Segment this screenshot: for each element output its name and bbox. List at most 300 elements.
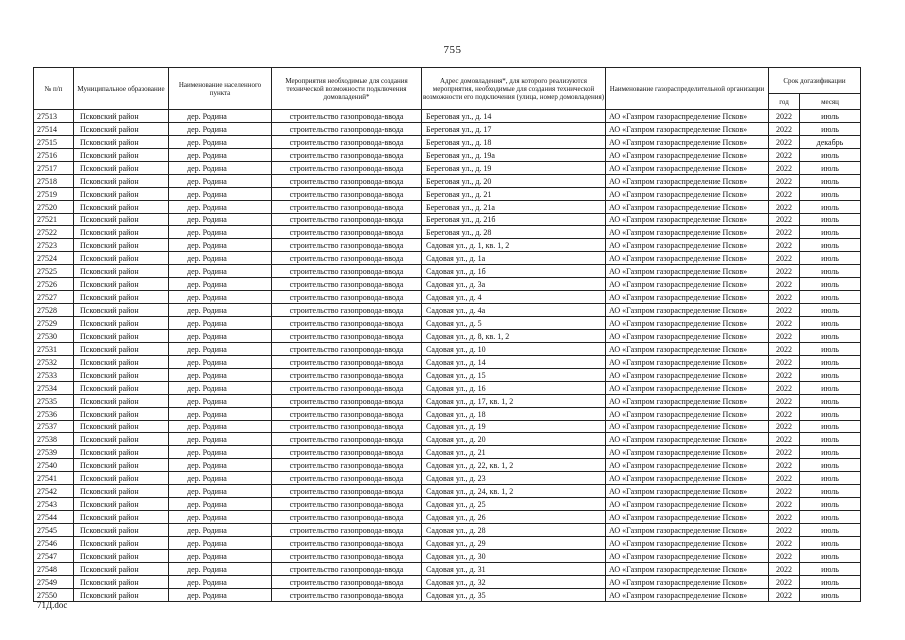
row-organization: АО «Газпром газораспределение Псков»: [606, 485, 769, 498]
row-month: июль: [800, 161, 861, 174]
row-settlement: дер. Родина: [169, 588, 272, 601]
table-row: [34, 446, 861, 459]
row-municipality: Псковский район: [74, 110, 169, 123]
row-address: Садовая ул., д. 20: [422, 433, 606, 446]
row-measure: строительство газопровода-ввода: [272, 239, 422, 252]
table-row: [34, 329, 861, 342]
row-settlement: дер. Родина: [169, 472, 272, 485]
table-row: [34, 161, 861, 174]
row-settlement: дер. Родина: [169, 446, 272, 459]
row-number: 27542: [34, 485, 74, 498]
table-row: [34, 407, 861, 420]
row-organization: АО «Газпром газораспределение Псков»: [606, 575, 769, 588]
row-organization: АО «Газпром газораспределение Псков»: [606, 342, 769, 355]
row-year: 2022: [769, 304, 800, 317]
table-row: [34, 187, 861, 200]
row-measure: строительство газопровода-ввода: [272, 110, 422, 123]
row-year: 2022: [769, 498, 800, 511]
row-address: Садовая ул., д. 19: [422, 420, 606, 433]
row-organization: АО «Газпром газораспределение Псков»: [606, 239, 769, 252]
row-year: 2022: [769, 200, 800, 213]
row-organization: АО «Газпром газораспределение Псков»: [606, 329, 769, 342]
table-row: [34, 588, 861, 601]
row-municipality: Псковский район: [74, 174, 169, 187]
row-number: 27521: [34, 213, 74, 226]
row-measure: строительство газопровода-ввода: [272, 187, 422, 200]
row-number: 27546: [34, 536, 74, 549]
row-address: Садовая ул., д. 28: [422, 524, 606, 537]
table-row: [34, 342, 861, 355]
row-organization: АО «Газпром газораспределение Псков»: [606, 420, 769, 433]
row-measure: строительство газопровода-ввода: [272, 588, 422, 601]
row-settlement: дер. Родина: [169, 511, 272, 524]
row-address: Садовая ул., д. 31: [422, 562, 606, 575]
row-settlement: дер. Родина: [169, 304, 272, 317]
row-organization: АО «Газпром газораспределение Псков»: [606, 536, 769, 549]
header-num: № п/п: [34, 68, 74, 110]
row-number: 27540: [34, 459, 74, 472]
row-year: 2022: [769, 342, 800, 355]
table-row: [34, 498, 861, 511]
row-month: июль: [800, 472, 861, 485]
header-address: Адрес домовладения*, для которого реализуются мероприятия, необходимые для создания технической возможности его подключения (улица, номер домовладения): [422, 68, 606, 110]
row-number: 27534: [34, 381, 74, 394]
row-year: 2022: [769, 381, 800, 394]
row-number: 27530: [34, 329, 74, 342]
header-measures: Мероприятия необходимые для создания технической возможности подключения домовладений*: [272, 68, 422, 110]
table-row: [34, 485, 861, 498]
row-municipality: Псковский район: [74, 278, 169, 291]
row-year: 2022: [769, 588, 800, 601]
table-row: [34, 355, 861, 368]
row-year: 2022: [769, 420, 800, 433]
header-settlement: Наименование населенного пункта: [169, 68, 272, 110]
page-number: 755: [443, 44, 462, 56]
row-municipality: Псковский район: [74, 355, 169, 368]
row-settlement: дер. Родина: [169, 278, 272, 291]
row-year: 2022: [769, 446, 800, 459]
row-municipality: Псковский район: [74, 161, 169, 174]
row-number: 27537: [34, 420, 74, 433]
row-measure: строительство газопровода-ввода: [272, 394, 422, 407]
row-address: Садовая ул., д. 30: [422, 549, 606, 562]
row-settlement: дер. Родина: [169, 524, 272, 537]
row-address: Береговая ул., д. 14: [422, 110, 606, 123]
row-year: 2022: [769, 278, 800, 291]
row-measure: строительство газопровода-ввода: [272, 161, 422, 174]
row-number: 27517: [34, 161, 74, 174]
row-municipality: Псковский район: [74, 524, 169, 537]
row-month: июль: [800, 239, 861, 252]
row-measure: строительство газопровода-ввода: [272, 342, 422, 355]
footer-filename: 71Д.doc: [37, 600, 68, 610]
row-organization: АО «Газпром газораспределение Псков»: [606, 459, 769, 472]
row-measure: строительство газопровода-ввода: [272, 562, 422, 575]
row-year: 2022: [769, 368, 800, 381]
row-municipality: Псковский район: [74, 342, 169, 355]
row-year: 2022: [769, 562, 800, 575]
row-year: 2022: [769, 161, 800, 174]
table-row: [34, 239, 861, 252]
row-settlement: дер. Родина: [169, 420, 272, 433]
table-row: [34, 226, 861, 239]
row-address: Береговая ул., д. 20: [422, 174, 606, 187]
row-settlement: дер. Родина: [169, 407, 272, 420]
row-month: июль: [800, 304, 861, 317]
row-year: 2022: [769, 265, 800, 278]
row-year: 2022: [769, 549, 800, 562]
row-address: Садовая ул., д. 16: [422, 381, 606, 394]
row-month: июль: [800, 511, 861, 524]
table-header: [34, 68, 861, 110]
row-year: 2022: [769, 226, 800, 239]
row-municipality: Псковский район: [74, 252, 169, 265]
header-term: Срок догазификации: [769, 68, 861, 94]
row-month: июль: [800, 524, 861, 537]
row-settlement: дер. Родина: [169, 200, 272, 213]
row-address: Садовая ул., д. 18: [422, 407, 606, 420]
gasification-table: [33, 67, 861, 602]
row-municipality: Псковский район: [74, 511, 169, 524]
row-municipality: Псковский район: [74, 304, 169, 317]
row-municipality: Псковский район: [74, 433, 169, 446]
row-number: 27515: [34, 135, 74, 148]
row-municipality: Псковский район: [74, 420, 169, 433]
row-municipality: Псковский район: [74, 187, 169, 200]
row-municipality: Псковский район: [74, 575, 169, 588]
row-organization: АО «Газпром газораспределение Псков»: [606, 213, 769, 226]
row-municipality: Псковский район: [74, 148, 169, 161]
row-measure: строительство газопровода-ввода: [272, 135, 422, 148]
row-month: июль: [800, 562, 861, 575]
row-number: 27538: [34, 433, 74, 446]
row-organization: АО «Газпром газораспределение Псков»: [606, 265, 769, 278]
row-address: Садовая ул., д. 23: [422, 472, 606, 485]
row-settlement: дер. Родина: [169, 135, 272, 148]
row-municipality: Псковский район: [74, 381, 169, 394]
row-measure: строительство газопровода-ввода: [272, 420, 422, 433]
table-row: [34, 381, 861, 394]
row-settlement: дер. Родина: [169, 355, 272, 368]
row-settlement: дер. Родина: [169, 549, 272, 562]
row-year: 2022: [769, 575, 800, 588]
row-organization: АО «Газпром газораспределение Псков»: [606, 252, 769, 265]
row-address: Садовая ул., д. 32: [422, 575, 606, 588]
row-year: 2022: [769, 485, 800, 498]
row-municipality: Псковский район: [74, 394, 169, 407]
row-month: июль: [800, 588, 861, 601]
row-measure: строительство газопровода-ввода: [272, 291, 422, 304]
row-year: 2022: [769, 174, 800, 187]
row-month: июль: [800, 498, 861, 511]
row-number: 27529: [34, 317, 74, 330]
row-year: 2022: [769, 355, 800, 368]
row-organization: АО «Газпром газораспределение Псков»: [606, 161, 769, 174]
table-row: [34, 394, 861, 407]
row-month: июль: [800, 329, 861, 342]
header-org: Наименование газораспределительной организации: [606, 68, 769, 110]
row-organization: АО «Газпром газораспределение Псков»: [606, 588, 769, 601]
row-municipality: Псковский район: [74, 200, 169, 213]
table-row: [34, 368, 861, 381]
row-measure: строительство газопровода-ввода: [272, 407, 422, 420]
row-measure: строительство газопровода-ввода: [272, 498, 422, 511]
row-settlement: дер. Родина: [169, 213, 272, 226]
row-month: июль: [800, 342, 861, 355]
row-measure: строительство газопровода-ввода: [272, 472, 422, 485]
table-row: [34, 433, 861, 446]
row-settlement: дер. Родина: [169, 433, 272, 446]
row-settlement: дер. Родина: [169, 187, 272, 200]
row-address: Садовая ул., д. 29: [422, 536, 606, 549]
row-year: 2022: [769, 536, 800, 549]
row-organization: АО «Газпром газораспределение Псков»: [606, 407, 769, 420]
row-municipality: Псковский район: [74, 472, 169, 485]
row-organization: АО «Газпром газораспределение Псков»: [606, 498, 769, 511]
row-address: Садовая ул., д. 24, кв. 1, 2: [422, 485, 606, 498]
row-organization: АО «Газпром газораспределение Псков»: [606, 122, 769, 135]
row-address: Садовая ул., д. 1б: [422, 265, 606, 278]
row-year: 2022: [769, 317, 800, 330]
row-organization: АО «Газпром газораспределение Псков»: [606, 524, 769, 537]
row-municipality: Псковский район: [74, 562, 169, 575]
row-settlement: дер. Родина: [169, 342, 272, 355]
row-municipality: Псковский район: [74, 265, 169, 278]
row-year: 2022: [769, 472, 800, 485]
row-settlement: дер. Родина: [169, 265, 272, 278]
row-organization: АО «Газпром газораспределение Псков»: [606, 433, 769, 446]
row-year: 2022: [769, 433, 800, 446]
row-municipality: Псковский район: [74, 226, 169, 239]
row-settlement: дер. Родина: [169, 368, 272, 381]
row-month: июль: [800, 446, 861, 459]
row-organization: АО «Газпром газораспределение Псков»: [606, 549, 769, 562]
row-address: Садовая ул., д. 5: [422, 317, 606, 330]
row-month: июль: [800, 381, 861, 394]
row-settlement: дер. Родина: [169, 381, 272, 394]
row-settlement: дер. Родина: [169, 239, 272, 252]
table-row: [34, 524, 861, 537]
row-settlement: дер. Родина: [169, 459, 272, 472]
row-organization: АО «Газпром газораспределение Псков»: [606, 317, 769, 330]
row-measure: строительство газопровода-ввода: [272, 329, 422, 342]
row-organization: АО «Газпром газораспределение Псков»: [606, 110, 769, 123]
row-organization: АО «Газпром газораспределение Псков»: [606, 226, 769, 239]
row-number: 27528: [34, 304, 74, 317]
row-municipality: Псковский район: [74, 588, 169, 601]
row-measure: строительство газопровода-ввода: [272, 200, 422, 213]
row-address: Береговая ул., д. 17: [422, 122, 606, 135]
row-address: Садовая ул., д. 4а: [422, 304, 606, 317]
row-number: 27533: [34, 368, 74, 381]
row-measure: строительство газопровода-ввода: [272, 278, 422, 291]
row-organization: АО «Газпром газораспределение Псков»: [606, 446, 769, 459]
row-address: Садовая ул., д. 8, кв. 1, 2: [422, 329, 606, 342]
row-address: Садовая ул., д. 35: [422, 588, 606, 601]
row-month: июль: [800, 200, 861, 213]
row-address: Береговая ул., д. 18: [422, 135, 606, 148]
row-month: июль: [800, 433, 861, 446]
table-row: [34, 278, 861, 291]
row-organization: АО «Газпром газораспределение Псков»: [606, 291, 769, 304]
row-organization: АО «Газпром газораспределение Псков»: [606, 304, 769, 317]
table-row: [34, 317, 861, 330]
row-measure: строительство газопровода-ввода: [272, 575, 422, 588]
row-measure: строительство газопровода-ввода: [272, 355, 422, 368]
row-year: 2022: [769, 252, 800, 265]
row-organization: АО «Газпром газораспределение Псков»: [606, 174, 769, 187]
row-address: Садовая ул., д. 25: [422, 498, 606, 511]
table-row: [34, 148, 861, 161]
row-number: 27527: [34, 291, 74, 304]
row-number: 27532: [34, 355, 74, 368]
table-row: [34, 200, 861, 213]
row-number: 27524: [34, 252, 74, 265]
row-municipality: Псковский район: [74, 291, 169, 304]
row-month: декабрь: [800, 135, 861, 148]
table-row: [34, 536, 861, 549]
row-measure: строительство газопровода-ввода: [272, 459, 422, 472]
row-organization: АО «Газпром газораспределение Псков»: [606, 187, 769, 200]
row-municipality: Псковский район: [74, 213, 169, 226]
row-number: 27519: [34, 187, 74, 200]
row-organization: АО «Газпром газораспределение Псков»: [606, 135, 769, 148]
row-number: 27525: [34, 265, 74, 278]
table-row: [34, 575, 861, 588]
row-address: Садовая ул., д. 17, кв. 1, 2: [422, 394, 606, 407]
row-address: Береговая ул., д. 19а: [422, 148, 606, 161]
table-row: [34, 291, 861, 304]
row-number: 27541: [34, 472, 74, 485]
row-address: Береговая ул., д. 21а: [422, 200, 606, 213]
row-municipality: Псковский район: [74, 135, 169, 148]
row-municipality: Псковский район: [74, 446, 169, 459]
row-year: 2022: [769, 110, 800, 123]
row-address: Садовая ул., д. 4: [422, 291, 606, 304]
row-number: 27531: [34, 342, 74, 355]
table-row: [34, 511, 861, 524]
row-measure: строительство газопровода-ввода: [272, 226, 422, 239]
row-year: 2022: [769, 148, 800, 161]
row-number: 27535: [34, 394, 74, 407]
row-month: июль: [800, 291, 861, 304]
row-year: 2022: [769, 511, 800, 524]
row-municipality: Псковский район: [74, 459, 169, 472]
table-row: [34, 252, 861, 265]
row-address: Садовая ул., д. 14: [422, 355, 606, 368]
row-settlement: дер. Родина: [169, 122, 272, 135]
row-number: 27543: [34, 498, 74, 511]
row-year: 2022: [769, 122, 800, 135]
row-measure: строительство газопровода-ввода: [272, 148, 422, 161]
row-address: Садовая ул., д. 10: [422, 342, 606, 355]
row-year: 2022: [769, 135, 800, 148]
row-settlement: дер. Родина: [169, 329, 272, 342]
row-number: 27548: [34, 562, 74, 575]
row-measure: строительство газопровода-ввода: [272, 174, 422, 187]
row-settlement: дер. Родина: [169, 485, 272, 498]
row-organization: АО «Газпром газораспределение Псков»: [606, 278, 769, 291]
row-municipality: Псковский район: [74, 122, 169, 135]
table-row: [34, 213, 861, 226]
row-month: июль: [800, 187, 861, 200]
table-row: [34, 122, 861, 135]
row-address: Садовая ул., д. 26: [422, 511, 606, 524]
row-number: 27514: [34, 122, 74, 135]
row-municipality: Псковский район: [74, 368, 169, 381]
row-settlement: дер. Родина: [169, 161, 272, 174]
table-body: [34, 110, 861, 602]
row-settlement: дер. Родина: [169, 394, 272, 407]
row-organization: АО «Газпром газораспределение Псков»: [606, 511, 769, 524]
row-settlement: дер. Родина: [169, 252, 272, 265]
row-number: 27513: [34, 110, 74, 123]
row-month: июль: [800, 213, 861, 226]
row-municipality: Псковский район: [74, 498, 169, 511]
row-month: июль: [800, 575, 861, 588]
row-municipality: Псковский район: [74, 239, 169, 252]
row-number: 27544: [34, 511, 74, 524]
row-number: 27536: [34, 407, 74, 420]
row-number: 27523: [34, 239, 74, 252]
row-settlement: дер. Родина: [169, 226, 272, 239]
row-year: 2022: [769, 524, 800, 537]
row-month: июль: [800, 174, 861, 187]
row-number: 27545: [34, 524, 74, 537]
row-year: 2022: [769, 394, 800, 407]
row-month: июль: [800, 122, 861, 135]
row-organization: АО «Газпром газораспределение Псков»: [606, 368, 769, 381]
row-address: Садовая ул., д. 21: [422, 446, 606, 459]
row-address: Береговая ул., д. 21б: [422, 213, 606, 226]
row-organization: АО «Газпром газораспределение Псков»: [606, 472, 769, 485]
row-month: июль: [800, 407, 861, 420]
row-month: июль: [800, 355, 861, 368]
row-month: июль: [800, 252, 861, 265]
row-month: июль: [800, 536, 861, 549]
row-year: 2022: [769, 239, 800, 252]
table-row: [34, 420, 861, 433]
row-municipality: Псковский район: [74, 329, 169, 342]
row-settlement: дер. Родина: [169, 148, 272, 161]
table-row: [34, 110, 861, 123]
row-number: 27549: [34, 575, 74, 588]
row-measure: строительство газопровода-ввода: [272, 368, 422, 381]
row-measure: строительство газопровода-ввода: [272, 122, 422, 135]
row-measure: строительство газопровода-ввода: [272, 265, 422, 278]
row-address: Садовая ул., д. 1а: [422, 252, 606, 265]
row-month: июль: [800, 549, 861, 562]
row-month: июль: [800, 420, 861, 433]
table-row: [34, 472, 861, 485]
table-row: [34, 174, 861, 187]
row-address: Садовая ул., д. 1, кв. 1, 2: [422, 239, 606, 252]
row-month: июль: [800, 265, 861, 278]
gasification-table-wrapper: [33, 67, 860, 602]
row-settlement: дер. Родина: [169, 536, 272, 549]
row-municipality: Псковский район: [74, 407, 169, 420]
row-address: Береговая ул., д. 21: [422, 187, 606, 200]
row-year: 2022: [769, 407, 800, 420]
row-measure: строительство газопровода-ввода: [272, 304, 422, 317]
row-measure: строительство газопровода-ввода: [272, 524, 422, 537]
header-municipality: Муниципальное образование: [74, 68, 169, 110]
row-year: 2022: [769, 187, 800, 200]
row-settlement: дер. Родина: [169, 575, 272, 588]
row-measure: строительство газопровода-ввода: [272, 549, 422, 562]
row-measure: строительство газопровода-ввода: [272, 511, 422, 524]
row-month: июль: [800, 278, 861, 291]
